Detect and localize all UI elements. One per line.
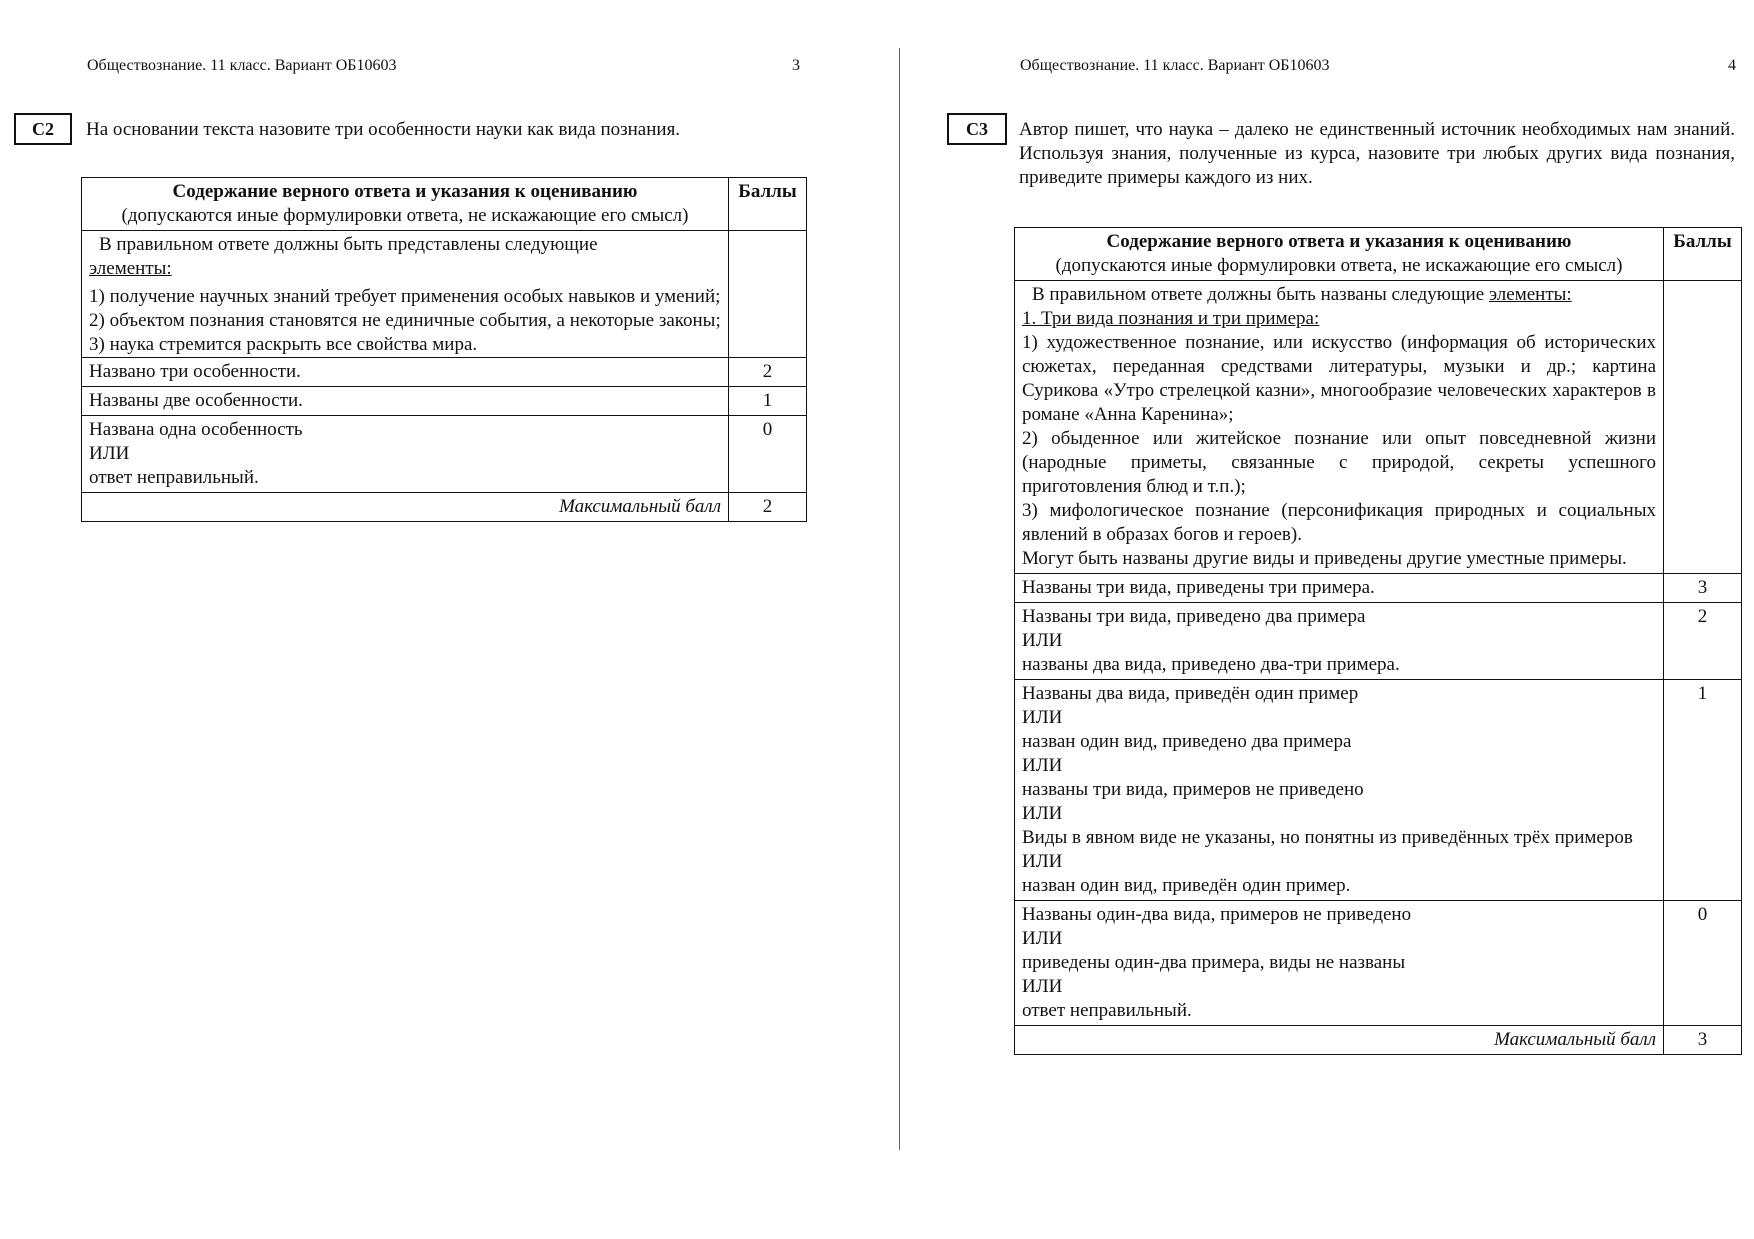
- criterion-cell: [1015, 680, 1664, 901]
- criterion-line: названы три вида, примеров не приведено: [1022, 779, 1364, 800]
- answer-elements-row: [82, 231, 807, 358]
- answer-elements-row: [1015, 281, 1742, 574]
- criterion-line: ИЛИ: [1022, 755, 1063, 776]
- page-right: [935, 0, 1754, 1239]
- answer-elements-cell: [1015, 281, 1664, 574]
- criterion-score: 0: [729, 416, 807, 493]
- criterion-score: 3: [1664, 574, 1742, 603]
- criterion-line: Названы один-два вида, примеров не приведено: [1022, 904, 1412, 925]
- table-row: [1015, 680, 1742, 901]
- criterion-line: ответ неправильный.: [1022, 1000, 1192, 1021]
- max-score-label: Максимальный балл: [1015, 1026, 1664, 1055]
- criterion-cell: [82, 416, 729, 493]
- header-score: Баллы: [1664, 228, 1742, 281]
- criterion-text: Названы две особенности.: [82, 387, 729, 416]
- header-note: (допускаются иные формулировки ответа, не искажающие его смысл): [121, 205, 689, 226]
- criterion-line: ответ неправильный.: [89, 467, 259, 488]
- header-content-cell: [1015, 228, 1664, 281]
- criterion-line: названы два вида, приведено два-три примера.: [1022, 654, 1400, 675]
- table-row: [1015, 603, 1742, 680]
- criterion-line: приведены один-два примера, виды не названы: [1022, 952, 1406, 973]
- subheading: 1. Три вида познания и три примера:: [1022, 308, 1320, 329]
- criterion-line: назван один вид, приведён один пример.: [1022, 875, 1351, 896]
- answer-item: 1) художественное познание, или искусство (информация об исторических сюжетах, переданная средствами литературы, музыки и др.; картина Сурикова «Утро стрелецкой казни», многообразие человеческих характеров в романе «Анна Каренина»;: [1022, 332, 1656, 425]
- criterion-score: 2: [729, 358, 807, 387]
- criterion-line: ИЛИ: [89, 443, 130, 464]
- question-code-c3: С3: [947, 113, 1007, 145]
- max-score-row: [1015, 1026, 1742, 1055]
- answer-item: 1) получение научных знаний требует применения особых навыков и умений;: [89, 286, 721, 307]
- criterion-line: ИЛИ: [1022, 630, 1063, 651]
- header-note: (допускаются иные формулировки ответа, не искажающие его смысл): [1055, 255, 1623, 276]
- max-score-value: 2: [729, 493, 807, 522]
- page-number: 4: [1728, 57, 1736, 74]
- criterion-score: 2: [1664, 603, 1742, 680]
- empty-score-cell: [1664, 281, 1742, 574]
- header-content-cell: [82, 178, 729, 231]
- question-text-c2: На основании текста назовите три особенности науки как вида познания.: [86, 119, 681, 140]
- question-code-c2: С2: [14, 113, 72, 145]
- empty-score-cell: [729, 231, 807, 358]
- page-header: Обществознание. 11 класс. Вариант ОБ10603: [1020, 57, 1330, 74]
- question-text-c3: Автор пишет, что наука – далеко не единственный источник необходимых нам знаний. Используя знания, полученные из курса, назовите три любых других вида познания, приведите примеры каждого из них.: [1019, 119, 1735, 188]
- criterion-cell: [1015, 603, 1664, 680]
- criterion-line: ИЛИ: [1022, 803, 1063, 824]
- criteria-table-c3: [1014, 227, 1742, 1055]
- criterion-line: ИЛИ: [1022, 976, 1063, 997]
- criterion-line: Виды в явном виде не указаны, но понятны из приведённых трёх примеров: [1022, 827, 1633, 848]
- header-title: Содержание верного ответа и указания к оцениванию: [1106, 231, 1572, 252]
- criterion-score: 1: [1664, 680, 1742, 901]
- page-divider: [899, 48, 900, 1150]
- answer-item: 2) объектом познания становятся не единичные события, а некоторые законы;: [89, 310, 721, 331]
- criterion-line: ИЛИ: [1022, 928, 1063, 949]
- intro-underlined: элементы:: [1488, 284, 1572, 305]
- intro-text: В правильном ответе должны быть названы следующие: [1032, 284, 1485, 305]
- table-row: [1015, 574, 1742, 603]
- criterion-text: Названо три особенности.: [82, 358, 729, 387]
- criterion-line: Названа одна особенность: [89, 419, 303, 440]
- answer-elements-cell: [82, 231, 729, 358]
- criteria-table-c2: [81, 177, 807, 522]
- max-score-row: [82, 493, 807, 522]
- answer-item: 3) наука стремится раскрыть все свойства мира.: [89, 334, 478, 355]
- answer-item: 2) обыденное или житейское познание или опыт повседневной жизни (народные приметы, связанные с природой, секреты успешного приготовления блюд и т.п.);: [1022, 428, 1656, 497]
- header-score: Баллы: [729, 178, 807, 231]
- criterion-text: Названы три вида, приведены три примера.: [1015, 574, 1664, 603]
- table-row: [82, 387, 807, 416]
- table-row: [82, 358, 807, 387]
- page-number: 3: [792, 57, 800, 74]
- criterion-cell: [1015, 901, 1664, 1026]
- table-header-row: [82, 178, 807, 231]
- criterion-line: Названы три вида, приведено два примера: [1022, 606, 1366, 627]
- intro-text: В правильном ответе должны быть представлены следующие: [99, 234, 598, 255]
- criterion-score: 0: [1664, 901, 1742, 1026]
- page-header: Обществознание. 11 класс. Вариант ОБ10603: [87, 57, 397, 74]
- table-row: [1015, 901, 1742, 1026]
- table-header-row: [1015, 228, 1742, 281]
- answer-item: 3) мифологическое познание (персонификация природных и социальных явлений в образах богов и героев).: [1022, 500, 1656, 545]
- answer-note: Могут быть названы другие виды и приведены другие уместные примеры.: [1022, 548, 1627, 569]
- table-row: [82, 416, 807, 493]
- criterion-score: 1: [729, 387, 807, 416]
- criterion-line: Названы два вида, приведён один пример: [1022, 683, 1359, 704]
- header-title: Содержание верного ответа и указания к оцениванию: [172, 181, 638, 202]
- max-score-label: Максимальный балл: [82, 493, 729, 522]
- criterion-line: назван один вид, приведено два примера: [1022, 731, 1352, 752]
- criterion-line: ИЛИ: [1022, 851, 1063, 872]
- criterion-line: ИЛИ: [1022, 707, 1063, 728]
- intro-underlined: элементы:: [89, 258, 172, 279]
- max-score-value: 3: [1664, 1026, 1742, 1055]
